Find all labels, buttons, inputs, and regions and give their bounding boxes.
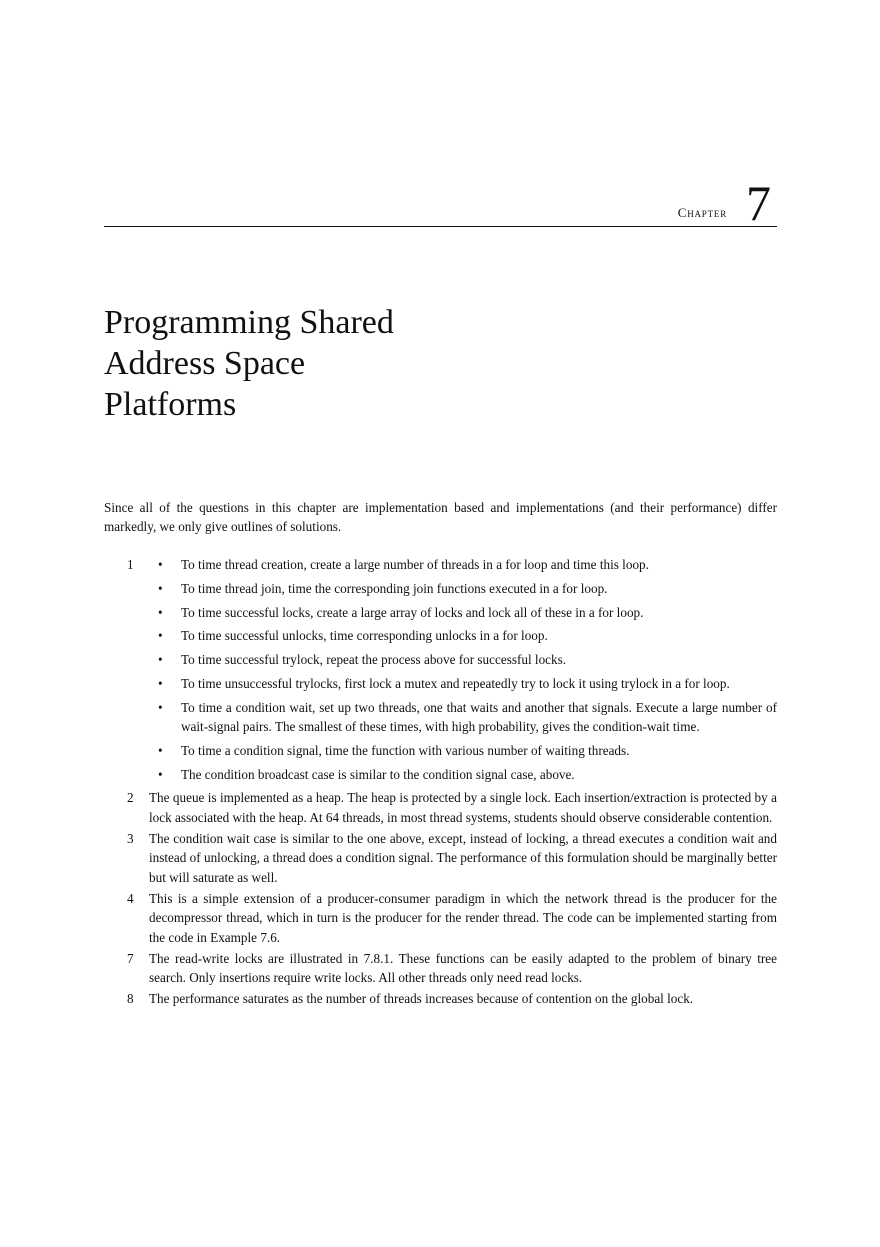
chapter-title-line: Platforms: [104, 386, 237, 423]
answer-number: 3: [127, 831, 134, 847]
answer-list: [104, 555, 777, 1011]
bullet-item: • The condition broadcast case is similar to the condition signal case, above.: [149, 765, 777, 784]
bullet-item: • To time thread creation, create a large number of threads in a for loop and time this loop.: [149, 555, 777, 574]
chapter-title: [104, 302, 604, 425]
answer-text: This is a simple extension of a producer-consumer paradigm in which the network thread is the producer for the decompressor thread, which in turn is the producer for the render thread. The code can be implemented starting from the code in Example 7.6.: [149, 890, 777, 945]
chapter-label: Chapter: [677, 205, 727, 220]
chapter-title-line: Address Space: [104, 345, 306, 382]
answer-item: [104, 889, 777, 947]
answer-text: The read-write locks are illustrated in 7.8.1. These functions can be easily adapted to the problem of binary tree search. Only insertions require write locks. All other threads only need read locks.: [149, 950, 777, 986]
answer-text: The queue is implemented as a heap. The heap is protected by a single lock. Each insertion/extraction is protected by a lock associated with the heap. At 64 threads, in most thread systems, students should observe considerable contention.: [149, 790, 777, 825]
bullet-item: • To time successful trylock, repeat the process above for successful locks.: [149, 650, 777, 669]
chapter-number: 7: [746, 175, 771, 231]
bullet-item: • To time successful locks, create a large array of locks and lock all of these in a for loop.: [149, 603, 777, 622]
answer-number: 2: [127, 790, 134, 806]
answer-number: 8: [127, 991, 134, 1007]
bullet-item: • To time a condition signal, time the function with various number of waiting threads.: [149, 741, 777, 760]
bullet-list: [149, 555, 777, 784]
answer-item: [104, 949, 777, 988]
answer-number: 4: [127, 890, 134, 906]
intro-paragraph: Since all of the questions in this chapter are implementation based and implementations (and their performance) differ markedly, we only give outlines of solutions.: [104, 500, 777, 534]
answer-item: [104, 829, 777, 887]
chapter-title-line: Programming Shared: [104, 304, 394, 341]
bullet-item: • To time thread join, time the corresponding join functions executed in a for loop.: [149, 579, 777, 598]
answer-number: 7: [127, 950, 134, 966]
bullet-item: • To time a condition wait, set up two threads, one that waits and another that signals. Execute a large number of wait-signal pairs. The smallest of these times, with high probability, gives the condition-wait time.: [149, 698, 777, 737]
bullet-item: • To time unsuccessful trylocks, first lock a mutex and repeatedly try to lock it using trylock in a for loop.: [149, 674, 777, 693]
answer-text: The condition wait case is similar to the one above, except, instead of locking, a thread executes a condition wait and instead of unlocking, a thread does a condition signal. The performance of this formulation should be marginally better but will saturate as well.: [149, 831, 777, 885]
answer-item: [104, 555, 777, 784]
answer-item: [104, 788, 777, 827]
answer-text: The performance saturates as the number of threads increases because of contention on the global lock.: [149, 991, 694, 1007]
answer-item: [104, 989, 777, 1008]
chapter-header: [104, 175, 777, 231]
bullet-item: • To time successful unlocks, time corresponding unlocks in a for loop.: [149, 626, 777, 645]
answer-number: 1: [127, 557, 134, 572]
